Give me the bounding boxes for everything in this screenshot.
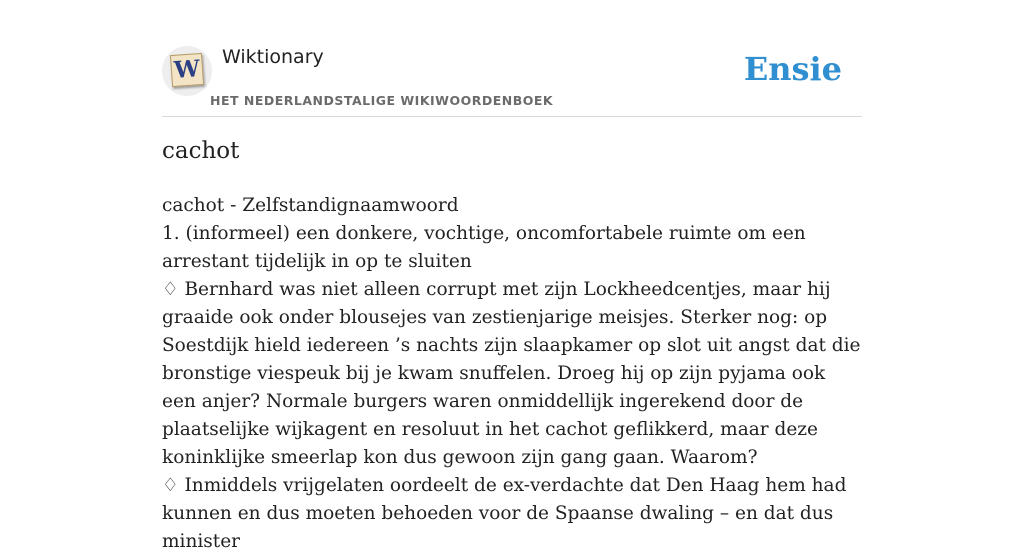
example-quote: ♢ Bernhard was niet alleen corrupt met zijn Lockheedcentjes, maar hij graaide ook onder blousejes van zestienjarige meisjes. Sterker nog: op Soestdijk hield iedereen ’s nachts zijn slaapkamer op slot uit angst dat die bronstige viespeuk bij je kwam snuffelen. Droeg hij op zijn pyjama ook een anjer? Normale burgers waren onmiddellijk ingerekend door de plaatselijke wijkagent en resoluut in het cachot geflikkerd, maar deze koninklijke smeerlap kon dus gewoon zijn gang gaan. Waarom? [162, 279, 861, 468]
example-quote: ♢ Inmiddels vrijgelaten oordeelt de ex-verdachte dat Den Haag hem had kunnen en dus moeten behoeden voor de Spaanse dwaling – en dat dus minister [162, 475, 847, 552]
entry-body [162, 192, 862, 556]
site-header [162, 0, 862, 117]
wiktionary-tile-icon: W [170, 53, 204, 87]
ensie-brand-logo[interactable]: Ensie [743, 50, 842, 88]
page-title: cachot [162, 138, 240, 164]
definition: 1. (informeel) een donkere, vochtige, oncomfortabele ruimte om een arrestant tijdelijk in op te sluiten [162, 223, 806, 272]
site-tagline: HET NEDERLANDSTALIGE WIKIWOORDENBOEK [210, 93, 554, 108]
word-type-line: cachot - Zelfstandignaamwoord [162, 195, 459, 216]
site-name[interactable]: Wiktionary [222, 46, 324, 68]
wiktionary-logo[interactable] [162, 46, 212, 96]
